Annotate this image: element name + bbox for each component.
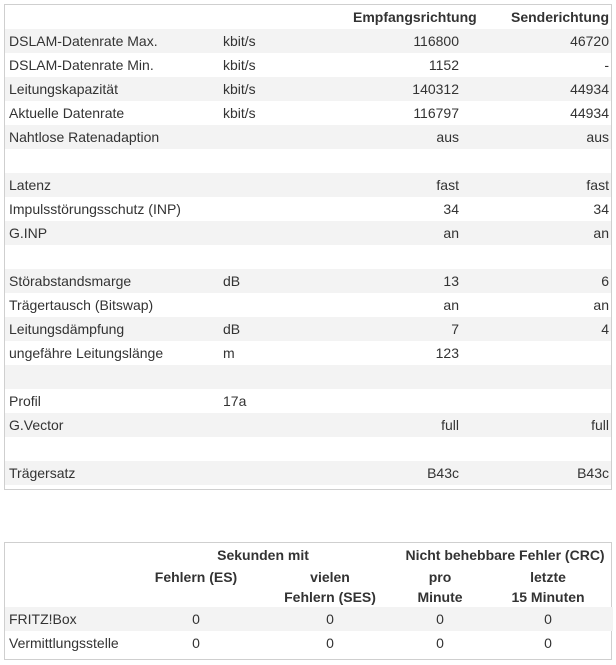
table-row [5,197,611,221]
row-upstream-value: 46720 [461,29,611,53]
table-row [5,317,611,341]
row-label: Aktuelle Datenrate [9,105,125,121]
col-spacer-1 [5,567,129,587]
col-es-spacer [129,587,263,607]
row-label: Trägertausch (Bitswap) [9,297,154,313]
header-downstream: Empfangsrichtung [353,9,477,25]
row-downstream-value: 34 [443,201,459,217]
error-statistics-panel [4,542,612,660]
row-upstream-value [461,437,611,461]
row-downstream-value: aus [353,125,461,149]
row-downstream-value: 123 [435,345,459,361]
row-downstream-value: fast [353,173,461,197]
table-row [5,461,611,485]
dsl-line-info-panel [4,4,612,490]
col-spacer-2 [5,587,129,607]
row-ses-value: 0 [326,635,334,651]
table-row [5,173,611,197]
row-label: Profil [9,393,41,409]
row-upstream-value: an [461,221,611,245]
group-seconds-header: Sekunden mit [217,547,309,563]
row-unit [223,125,353,149]
row-label: Leitungsdämpfung [5,317,223,341]
row-unit: kbit/s [223,57,256,73]
row-label: Nahtlose Ratenadaption [5,125,223,149]
row-upstream-value [461,341,611,365]
row-unit [223,173,353,197]
row-es-value: 0 [192,635,200,651]
row-unit [223,221,353,245]
table-row [5,631,613,655]
row-ses-value: 0 [263,607,397,631]
row-downstream-value: an [353,221,461,245]
col-per-minute-header-line2: Minute [417,589,463,605]
row-unit [223,461,353,485]
row-downstream-value: an [443,297,459,313]
row-label: G.INP [5,221,223,245]
row-downstream-value [353,365,461,389]
row-upstream-value [461,245,611,269]
header-upstream: Senderichtung [510,9,609,25]
row-upstream-value [461,389,611,413]
row-label: Leitungskapazität [5,77,223,101]
row-unit: dB [223,317,353,341]
row-downstream-value: 1152 [428,57,459,73]
row-label: ungefähre Leitungslänge [9,345,164,361]
row-label: DSLAM-Datenrate Min. [9,57,154,73]
group-header-row [5,543,613,567]
col-per-minute-header-line1: pro [428,569,452,585]
column-header-row-2 [5,587,613,607]
row-unit: 17a [223,393,247,409]
row-label [5,437,223,461]
row-unit [223,413,353,437]
table-row [5,101,611,125]
row-upstream-value: an [593,297,609,313]
row-upstream-value: - [604,57,609,73]
row-label: FRITZ!Box [5,607,129,631]
row-unit: kbit/s [223,77,353,101]
col-last15-header-line1: letzte [530,569,566,585]
row-unit [223,293,353,317]
row-last15-value: 0 [483,607,613,631]
row-unit: m [223,345,235,361]
row-last15-value: 0 [544,635,552,651]
row-upstream-value: full [461,413,611,437]
table-row [5,389,611,413]
row-downstream-value [353,389,461,413]
row-upstream-value: aus [461,125,611,149]
row-upstream-value: fast [461,173,611,197]
column-header-row-1 [5,567,613,587]
row-upstream-value [461,365,611,389]
row-unit [223,149,353,173]
row-downstream-value [353,149,461,173]
table-row [5,53,611,77]
row-downstream-value: B43c [353,461,461,485]
table-row [5,149,611,173]
row-downstream-value: 7 [353,317,461,341]
header-unit-spacer [223,5,353,29]
row-per-minute-value: 0 [397,607,483,631]
row-upstream-value [461,149,611,173]
header-label-spacer [5,5,223,29]
row-downstream-value: 116800 [353,29,461,53]
row-unit: kbit/s [223,105,256,121]
col-ses-header-line1: vielen [310,569,350,585]
row-downstream-value: full [353,413,461,437]
group-crc-header: Nicht behebbare Fehler (CRC) [405,547,605,563]
row-downstream-value: 140312 [353,77,461,101]
table-row [5,77,611,101]
col-ses-header-line2: Fehlern (SES) [284,589,376,605]
row-unit [223,197,353,221]
row-label: Impulsstörungsschutz (INP) [9,201,181,217]
row-label [5,365,223,389]
dsl-line-table [5,5,611,485]
header-row [5,5,611,29]
table-row [5,245,611,269]
row-per-minute-value: 0 [436,635,444,651]
row-downstream-value [353,437,461,461]
row-label: Vermittlungsstelle [9,635,119,651]
row-label: G.Vector [5,413,223,437]
col-last15-header-line2: 15 Minuten [511,589,585,605]
group-spacer [5,543,129,567]
error-statistics-table [5,543,613,655]
table-row [5,269,611,293]
table-row [5,365,611,389]
row-downstream-value [353,245,461,269]
row-unit [223,245,353,269]
table-row [5,341,611,365]
row-upstream-value: 34 [593,201,609,217]
row-upstream-value: 44934 [461,77,611,101]
row-unit: kbit/s [223,29,353,53]
row-label [5,149,223,173]
row-label [5,245,223,269]
table-row [5,437,611,461]
col-es-header: Fehlern (ES) [154,569,238,585]
row-upstream-value: 6 [461,269,611,293]
table-row [5,293,611,317]
row-es-value: 0 [129,607,263,631]
row-upstream-value: B43c [461,461,611,485]
row-unit [223,437,353,461]
row-downstream-value: 116797 [413,105,459,121]
table-row [5,221,611,245]
table-row [5,413,611,437]
table-row [5,607,613,631]
row-upstream-value: 44934 [570,105,609,121]
row-unit: dB [223,269,353,293]
row-unit [223,365,353,389]
row-downstream-value: 13 [353,269,461,293]
row-label: Latenz [5,173,223,197]
row-label: Trägersatz [5,461,223,485]
table-row [5,29,611,53]
row-upstream-value: 4 [461,317,611,341]
table-row [5,125,611,149]
row-label: DSLAM-Datenrate Max. [5,29,223,53]
row-label: Störabstandsmarge [5,269,223,293]
